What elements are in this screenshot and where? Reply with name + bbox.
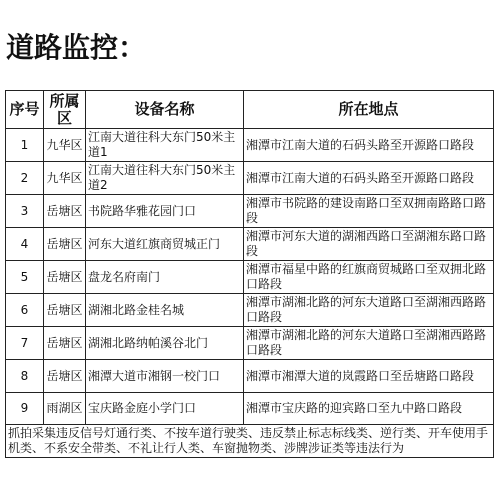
header-district: 所属区 [44, 91, 86, 129]
cell-district: 九华区 [44, 129, 86, 162]
cell-location: 湘潭市湘潭大道的岚霞路口至岳塘路口路段 [244, 360, 494, 393]
cell-location: 湘潭市江南大道的石码头路至开源路口路段 [244, 162, 494, 195]
cell-district: 岳塘区 [44, 228, 86, 261]
table-row [6, 162, 494, 195]
monitor-table [5, 90, 494, 458]
cell-device: 江南大道往科大东门50米主道2 [86, 162, 244, 195]
cell-device: 书院路华雅花园门口 [86, 195, 244, 228]
cell-location: 湘潭市河东大道的湖湘西路口至湖湘东路口路段 [244, 228, 494, 261]
table-row [6, 327, 494, 360]
cell-district: 岳塘区 [44, 327, 86, 360]
cell-district: 岳塘区 [44, 294, 86, 327]
cell-district: 岳塘区 [44, 261, 86, 294]
cell-no: 4 [6, 228, 44, 261]
cell-location: 湘潭市书院路的建设南路口至双拥南路路口路段 [244, 195, 494, 228]
cell-district: 九华区 [44, 162, 86, 195]
cell-no: 5 [6, 261, 44, 294]
cell-device: 湘潭大道市湘钢一校门口 [86, 360, 244, 393]
table-row [6, 195, 494, 228]
header-location: 所在地点 [244, 91, 494, 129]
cell-location: 湘潭市湖湘北路的河东大道路口至湖湘西路路口路段 [244, 327, 494, 360]
table-row [6, 393, 494, 425]
header-no: 序号 [6, 91, 44, 129]
cell-device: 河东大道红旗商贸城正门 [86, 228, 244, 261]
cell-no: 7 [6, 327, 44, 360]
cell-no: 1 [6, 129, 44, 162]
cell-location: 湘潭市宝庆路的迎宾路口至九中路口路段 [244, 393, 494, 425]
cell-device: 盘龙名府南门 [86, 261, 244, 294]
table-footnote: 抓拍采集违反信号灯通行类、不按车道行驶类、违反禁止标志标线类、逆行类、开车使用手机类、不系安全带类、不礼让行人类、车窗抛物类、涉牌涉证类等违法行为 [6, 425, 494, 458]
page-title: 道路监控： [6, 31, 147, 64]
cell-no: 9 [6, 393, 44, 425]
cell-district: 岳塘区 [44, 195, 86, 228]
cell-device: 江南大道往科大东门50米主道1 [86, 129, 244, 162]
cell-device: 湖湘北路纳帕溪谷北门 [86, 327, 244, 360]
table-row [6, 129, 494, 162]
cell-location: 湘潭市湖湘北路的河东大道路口至湖湘西路路口路段 [244, 294, 494, 327]
cell-location: 湘潭市福星中路的红旗商贸城路口至双拥北路口路段 [244, 261, 494, 294]
table-row [6, 228, 494, 261]
table-header-row [6, 91, 494, 129]
cell-device: 宝庆路金庭小学门口 [86, 393, 244, 425]
cell-district: 雨湖区 [44, 393, 86, 425]
header-device: 设备名称 [86, 91, 244, 129]
table-row [6, 294, 494, 327]
cell-location: 湘潭市江南大道的石码头路至开源路口路段 [244, 129, 494, 162]
cell-device: 湖湘北路金桂名城 [86, 294, 244, 327]
table-row [6, 261, 494, 294]
table-row [6, 360, 494, 393]
cell-no: 8 [6, 360, 44, 393]
cell-district: 岳塘区 [44, 360, 86, 393]
cell-no: 3 [6, 195, 44, 228]
footnote-row [6, 425, 494, 458]
cell-no: 6 [6, 294, 44, 327]
cell-no: 2 [6, 162, 44, 195]
